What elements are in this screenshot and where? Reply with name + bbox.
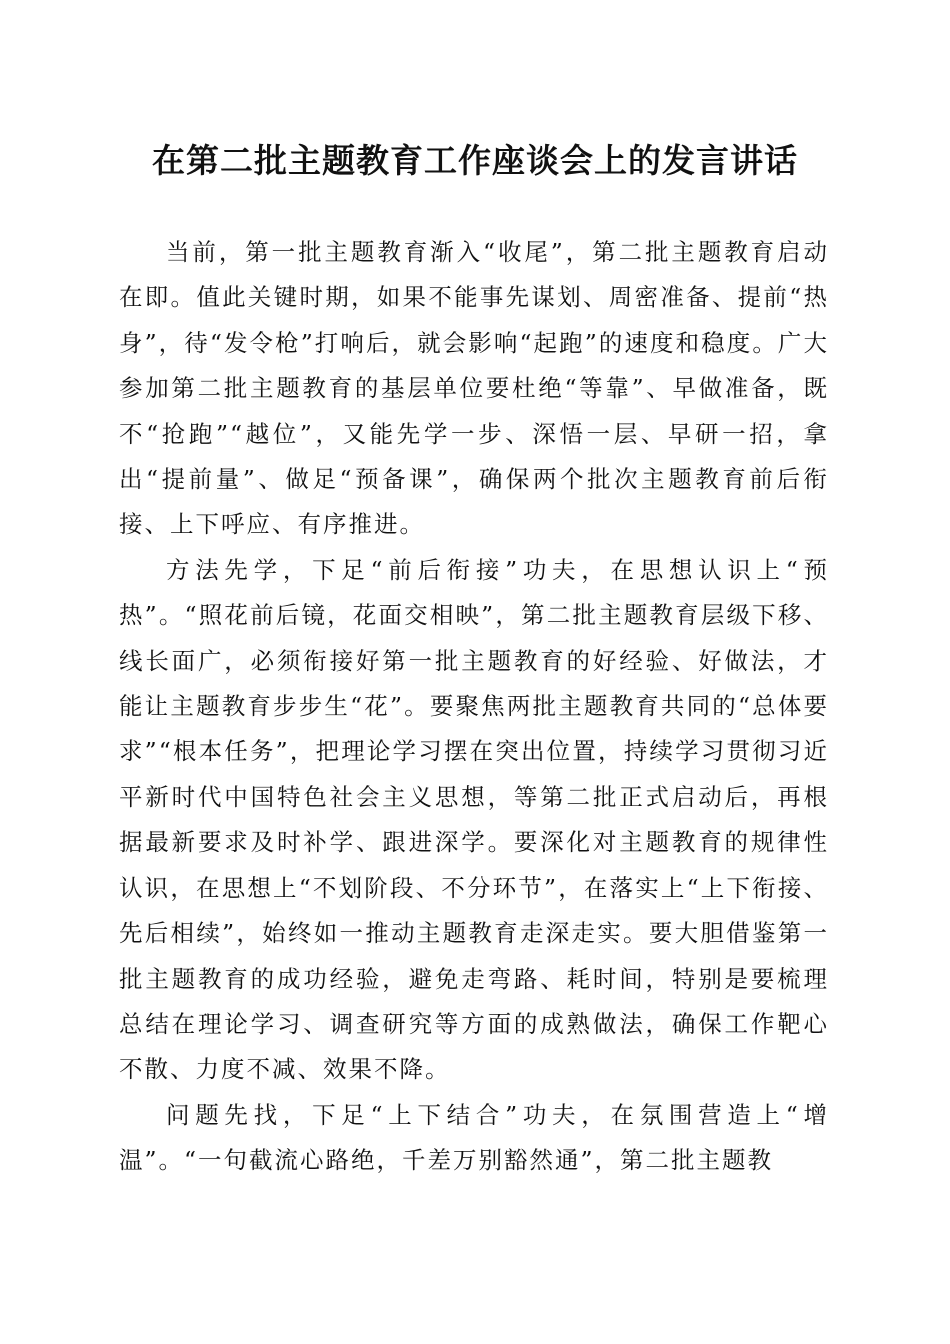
paragraph-intro: 当前，第一批主题教育渐入“收尾”，第二批主题教育启动在即。值此关键时期，如果不能事先谋划、周密准备、提前“热身”，待“发令枪”打响后，就会影响“起跑”的速度和稳度。广大参加第二批主题教育的基层单位要杜绝“等靠”、早做准备，既不“抢跑”“越位”，又能先学一步、深悟一层、早研一招，拿出“提前量”、做足“预备课”，确保两个批次主题教育前后衔接、上下呼应、有序推进。 [119, 238, 829, 539]
document-body [119, 230, 829, 1184]
paragraph-problem-first: 问题先找，下足“上下结合”功夫，在氛围营造上“增温”。“一句截流心路绝，千差万别豁然通”，第二批主题教 [119, 1100, 829, 1175]
document-title: 在第二批主题教育工作座谈会上的发言讲话 [152, 141, 798, 180]
paragraph-method-first: 方法先学，下足“前后衔接”功夫，在思想认识上“预热”。“照花前后镜，花面交相映”，第二批主题教育层级下移、线长面广，必须衔接好第一批主题教育的好经验、好做法，才能让主题教育步步生“花”。要聚焦两批主题教育共同的“总体要求”“根本任务”，把理论学习摆在突出位置，持续学习贯彻习近平新时代中国特色社会主义思想，等第二批正式启动后，再根据最新要求及时补学、跟进深学。要深化对主题教育的规律性认识，在思想上“不划阶段、不分环节”，在落实上“上下衔接、先后相续”，始终如一推动主题教育走深走实。要大胆借鉴第一批主题教育的成功经验，避免走弯路、耗时间，特别是要梳理总结在理论学习、调查研究等方面的成熟做法，确保工作靶心不散、力度不减、效果不降。 [119, 555, 829, 1084]
